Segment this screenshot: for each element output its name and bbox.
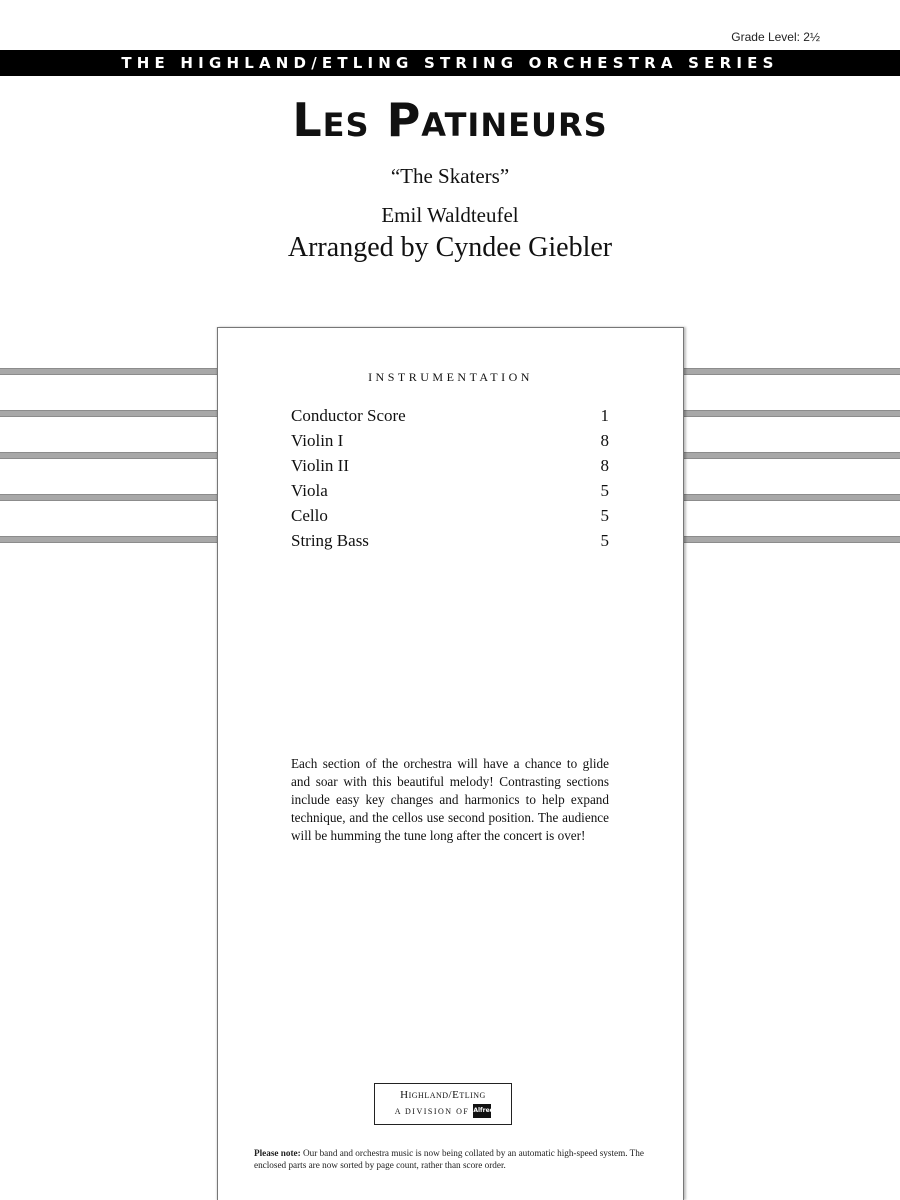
description: Each section of the orchestra will have a chance to glide and soar with this beautiful melody! Contrasting sections include easy key changes and harmonics to help expand technique, and the cellos use second position. The audience will be humming the tune long after the concert is over!	[291, 756, 609, 843]
arranger: Arranged by Cyndee Giebler	[287, 232, 613, 263]
list-item	[291, 503, 609, 528]
instrument-name: Cello	[291, 506, 328, 525]
instrument-name: Viola	[291, 481, 328, 500]
instrument-count: 5	[600, 531, 609, 550]
instrumentation-list	[291, 403, 609, 553]
list-item	[291, 428, 609, 453]
instrument-name: Violin I	[291, 431, 344, 450]
instrument-count: 5	[600, 506, 609, 525]
publisher-logo	[374, 1083, 512, 1125]
instrument-count: 1	[600, 406, 609, 425]
composer: Emil Waldteufel	[381, 203, 519, 227]
instrument-name: String Bass	[291, 531, 369, 550]
instrument-count: 8	[600, 456, 609, 475]
division-label: A DIVISION OF	[394, 1106, 470, 1116]
publisher-division	[375, 1104, 511, 1118]
instrument-count: 5	[600, 481, 609, 500]
staff-line	[0, 536, 218, 543]
publisher-name: Highland/Etling	[400, 1089, 486, 1101]
series-banner: THE HIGHLAND/ETLING STRING ORCHESTRA SERIES	[0, 50, 900, 76]
page-title: Les Patineurs	[292, 93, 608, 147]
instrument-name: Violin II	[291, 456, 349, 475]
instrumentation-panel	[217, 327, 684, 1200]
staff-line	[0, 452, 218, 459]
staff-line	[684, 368, 900, 375]
note-text: Our band and orchestra music is now being collated by an automatic high-speed system. The enclosed parts are now sorted by page count, rather than score order.	[254, 1148, 644, 1170]
staff-line	[0, 494, 218, 501]
note-label: Please note:	[254, 1148, 301, 1158]
please-note	[254, 1147, 664, 1171]
staff-line	[684, 536, 900, 543]
alfred-logo-icon: Alfred	[473, 1104, 491, 1118]
staff-line	[684, 410, 900, 417]
instrument-count: 8	[600, 431, 609, 450]
list-item	[291, 478, 609, 503]
staff-line	[0, 368, 218, 375]
staff-line	[684, 494, 900, 501]
grade-level: Grade Level: 2½	[731, 30, 820, 44]
list-item	[291, 528, 609, 553]
list-item	[291, 453, 609, 478]
instrument-name: Conductor Score	[291, 406, 406, 425]
subtitle: “The Skaters”	[390, 164, 510, 188]
list-item	[291, 403, 609, 428]
instrumentation-heading: INSTRUMENTATION	[368, 370, 533, 384]
staff-line	[684, 452, 900, 459]
staff-line	[0, 410, 218, 417]
